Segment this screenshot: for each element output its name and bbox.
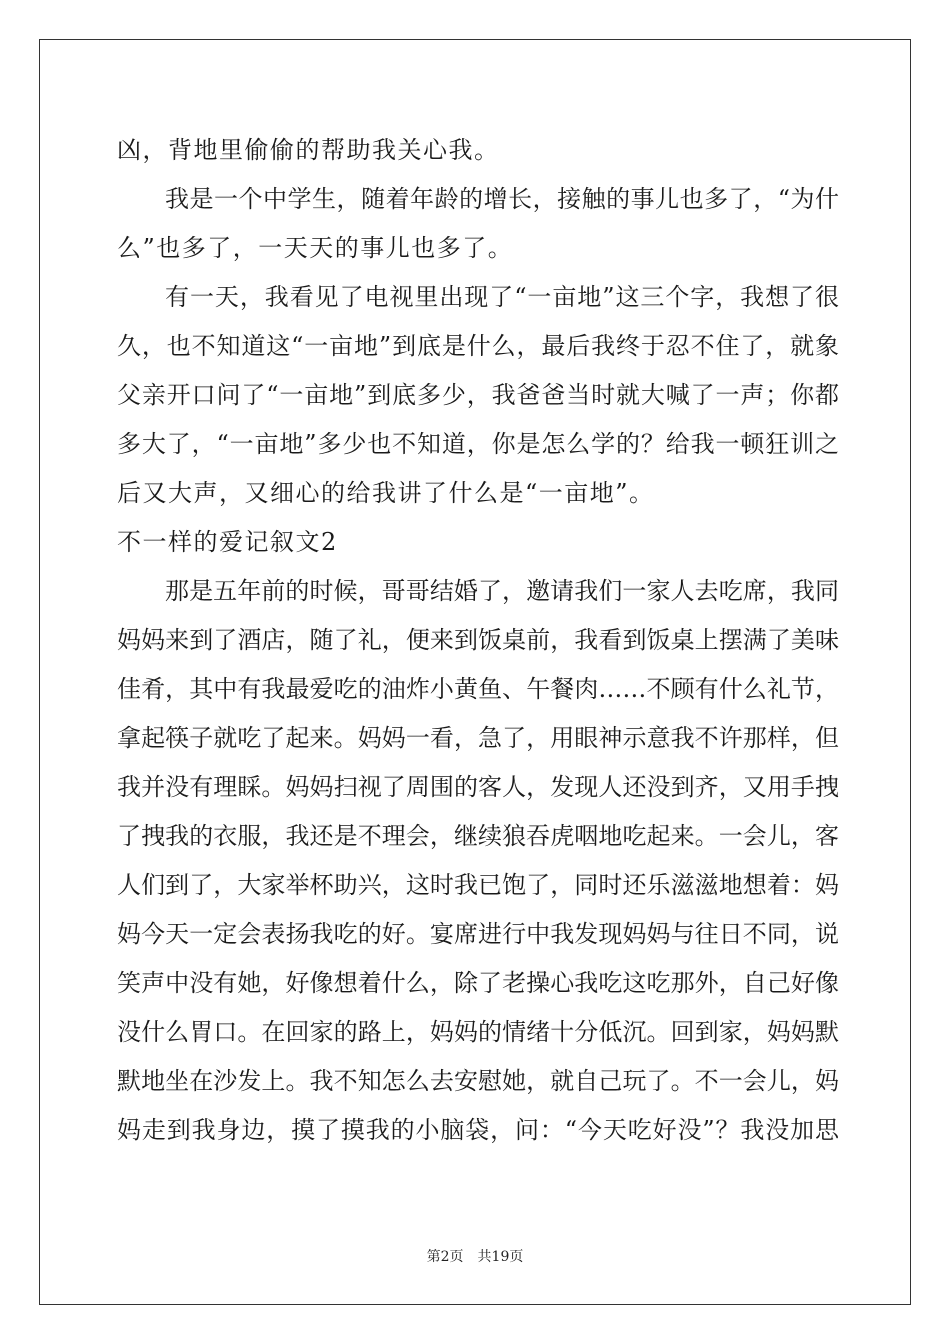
text-line: 么”也多了，一天天的事儿也多了。	[117, 234, 514, 262]
page-number: 第2页	[426, 1249, 464, 1265]
page-footer	[0, 1246, 950, 1266]
text-line: 人们到了，大家举杯助兴，这时我已饱了，同时还乐滋滋地想着：妈	[117, 871, 839, 899]
text-line: 久，也不知道这“一亩地”到底是什么，最后我终于忍不住了，就象	[117, 332, 839, 360]
text-line: 后又大声，又细心的给我讲了什么是“一亩地”。	[117, 479, 655, 507]
text-line: 没什么胃口。在回家的路上，妈妈的情绪十分低沉。回到家，妈妈默	[117, 1018, 839, 1046]
text-line: 佳肴，其中有我最爱吃的油炸小黄鱼、午餐肉……不顾有什么礼节，	[117, 675, 839, 703]
text-line: 笑声中没有她，好像想着什么，除了老操心我吃这吃那外，自己好像	[117, 969, 839, 997]
text-line: 妈今天一定会表扬我吃的好。宴席进行中我发现妈妈与往日不同，说	[117, 920, 839, 948]
page-total: 共19页	[477, 1249, 524, 1265]
text-line: 默地坐在沙发上。我不知怎么去安慰她，就自己玩了。不一会儿，妈	[117, 1067, 839, 1095]
text-line: 拿起筷子就吃了起来。妈妈一看，急了，用眼神示意我不许那样，但	[117, 724, 839, 752]
text-line: 父亲开口问了“一亩地”到底多少，我爸爸当时就大喊了一声；你都	[117, 381, 839, 409]
text-line: 我并没有理睬。妈妈扫视了周围的客人，发现人还没到齐，又用手拽	[117, 773, 839, 801]
text-line: 多大了，“一亩地”多少也不知道，你是怎么学的？给我一顿狂训之	[117, 430, 839, 458]
text-line: 有一天，我看见了电视里出现了“一亩地”这三个字，我想了很	[165, 283, 839, 311]
text-line: 妈妈来到了酒店，随了礼，便来到饭桌前，我看到饭桌上摆满了美味	[117, 626, 839, 654]
text-line: 不一样的爱记叙文2	[117, 528, 338, 556]
text-line: 了拽我的衣服，我还是不理会，继续狼吞虎咽地吃起来。一会儿，客	[117, 822, 839, 850]
text-line: 妈走到我身边，摸了摸我的小脑袋，问：“今天吃好没”？我没加思	[117, 1116, 839, 1144]
text-line: 凶，背地里偷偷的帮助我关心我。	[117, 136, 500, 164]
text-line: 那是五年前的时候，哥哥结婚了，邀请我们一家人去吃席，我同	[165, 577, 839, 605]
text-line: 我是一个中学生，随着年龄的增长，接触的事儿也多了，“为什	[165, 185, 839, 213]
document-body	[117, 126, 839, 1155]
